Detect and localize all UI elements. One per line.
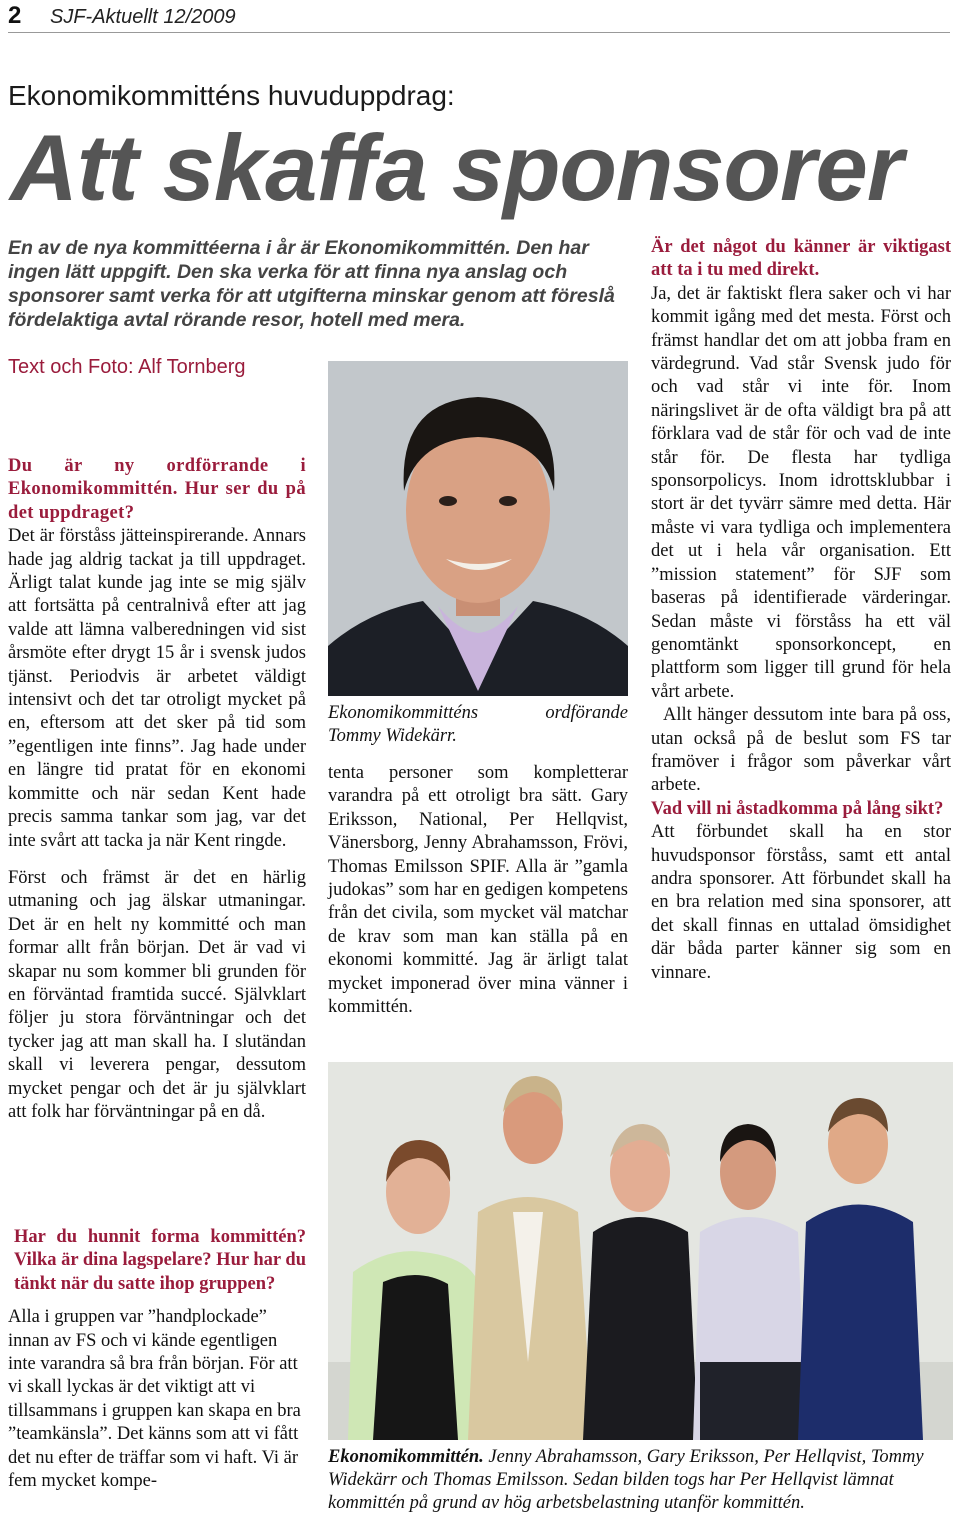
group-caption-text: Jenny Abrahamsson, Gary Eriksson, Per Hellqvist, Tommy Widekärr och Thomas Emilsson. Sedan bilden togs har Per Hellqvist lämnat kommittén på grund av hög arbetsbelastning utanför kommittén. <box>328 1447 924 1513</box>
question: Vad vill ni åstadkomma på lång sikt? <box>651 798 944 819</box>
answer: Det är förståss jätteinspirerande. Annars hade jag aldrig tackat ja till uppdraget. Ärligt talat kunde jag inte se mig själv att fortsätta på centralnivå efter att jag valde att lämna valberedningen vid sist årsmöte efter drygt 15 år i svensk judos tjänst. Periodvis är arbetet väldigt intensivt och det tar otroligt mycket på en, eftersom att det sker på tid som ”egentligen inte finns”. Jag hade under en längre tid pratat för en ekonomi kommitte och när sedan Kent hade precis samma tankar som jag, var det inte svårt att tacka ja när Kent ringde. <box>8 526 306 851</box>
article-byline: Text och Foto: Alf Tornberg <box>8 356 246 378</box>
portrait-caption-line: Ekonomikommitténs ordförande <box>328 703 628 723</box>
column-3 <box>651 236 951 985</box>
issue-label: SJF-Aktuellt 12/2009 <box>50 6 236 28</box>
page-number: 2 <box>8 2 22 29</box>
article-headline: Att skaffa sponsorer <box>10 115 903 220</box>
question: Är det något du känner är viktigast att ta i tu med direkt. <box>651 237 951 281</box>
group-photo <box>328 1062 953 1440</box>
body-text: tenta personer som kompletterar varandra på ett otroligt bra sätt. Gary Eriksson, National, Per Hellqvist, Vänersborg, Jenny Abrahamsson, Frövi, Thomas Emilsson SPIF. Alla är ”gamla judokas” som har en gedigen kompetens från det civila, som mycket väl matchar de krav som man kan ställa på en ekonomi kommitté. Jag är ärligt talat mycket imponerad över mina vänner i kommittén. <box>328 763 628 1018</box>
answer: Att förbundet skall ha en stor huvudsponsor förståss, samt ett antal andra sponsorer. Att förbundet skall ha en bra relation med sina sponsorer, att det skall finnas en uttalad ömsidighet där båda parter känner sig som en vinnare. <box>651 822 951 983</box>
answer: Först och främst är det en härlig utmaning och jag älskar utmaningar. Det är en helt ny kommitté och man formar allt från början. Det är vad vi skapar nu som kommer bli grunden för en förväntad framtida succé. Självklart följer ju stora förväntningar och det tycker jag att man skall ha. I slutändan skall vi leverera pengar, dessutom mycket pengar och det är ju självklart att folk har förväntningar på en då. <box>8 867 306 1122</box>
article-kicker: Ekonomikommitténs huvuduppdrag: <box>8 80 455 111</box>
answer: Ja, det är faktiskt flera saker och vi har kommit igång med det mesta. Först och främst handlar det om att jobba fram en värdegrund. Vad står Svensk judo för och vad står vi inte för. Inom näringslivet är de ofta väldigt bra på att förklara vad de står för och vad de inte står för. De flesta har tydliga sponsorpolicys. Inom idrottsklubbar i stort är det tyvärr sämre med detta. Här måste vi vara tydliga och implementera det ut i hela vår organisation. Ett ”mission statement” för SJF som baseras på identifierade värderingar. Sedan måste vi förståss ha ett väl genomtänkt sponsorkoncept, en plattform som ligger till grund för hela vårt arbete. <box>651 283 951 702</box>
page-header <box>8 2 950 33</box>
question: Har du hunnit forma kommittén? Vilka är dina lagspelare? Hur har du tänkt när du satte ihop gruppen? <box>14 1227 306 1294</box>
portrait-photo <box>328 361 628 696</box>
column-1-lower <box>8 1226 306 1493</box>
article-ingress: En av de nya kommittéerna i år är Ekonomikommittén. Den har ingen lätt uppgift. Den ska verka för att finna nya anslag och sponsorer samt verka för att utgifterna minskar genom att föreslå fördelaktiga avtal rörande resor, hotell med mera. <box>8 237 615 331</box>
group-caption <box>328 1446 953 1515</box>
column-2 <box>328 762 628 1019</box>
question: Du är ny ordförrande i Ekonomikommittén. Hur ser du på det uppdraget? <box>8 456 306 523</box>
portrait-caption-line: Tommy Widekärr. <box>328 726 457 746</box>
answer: Alla i gruppen var ”handplockade” innan av FS och vi kände egentligen inte varandra så bra från början. För att vi skall lyckas är det viktigt att vi tillsammans i gruppen kan skapa en bra ”teamkänsla”. Det känns som att vi fått det nu efter de träffar som vi haft. Vi är fem mycket kompe- <box>8 1307 301 1492</box>
group-caption-lead: Ekonomikommittén. <box>328 1447 484 1467</box>
answer: Allt hänger dessutom inte bara på oss, utan också på de beslut som FS tar framöver i frågor som påverkar vårt arbete. <box>651 705 951 796</box>
column-1 <box>8 455 306 1124</box>
portrait-caption <box>328 702 628 748</box>
